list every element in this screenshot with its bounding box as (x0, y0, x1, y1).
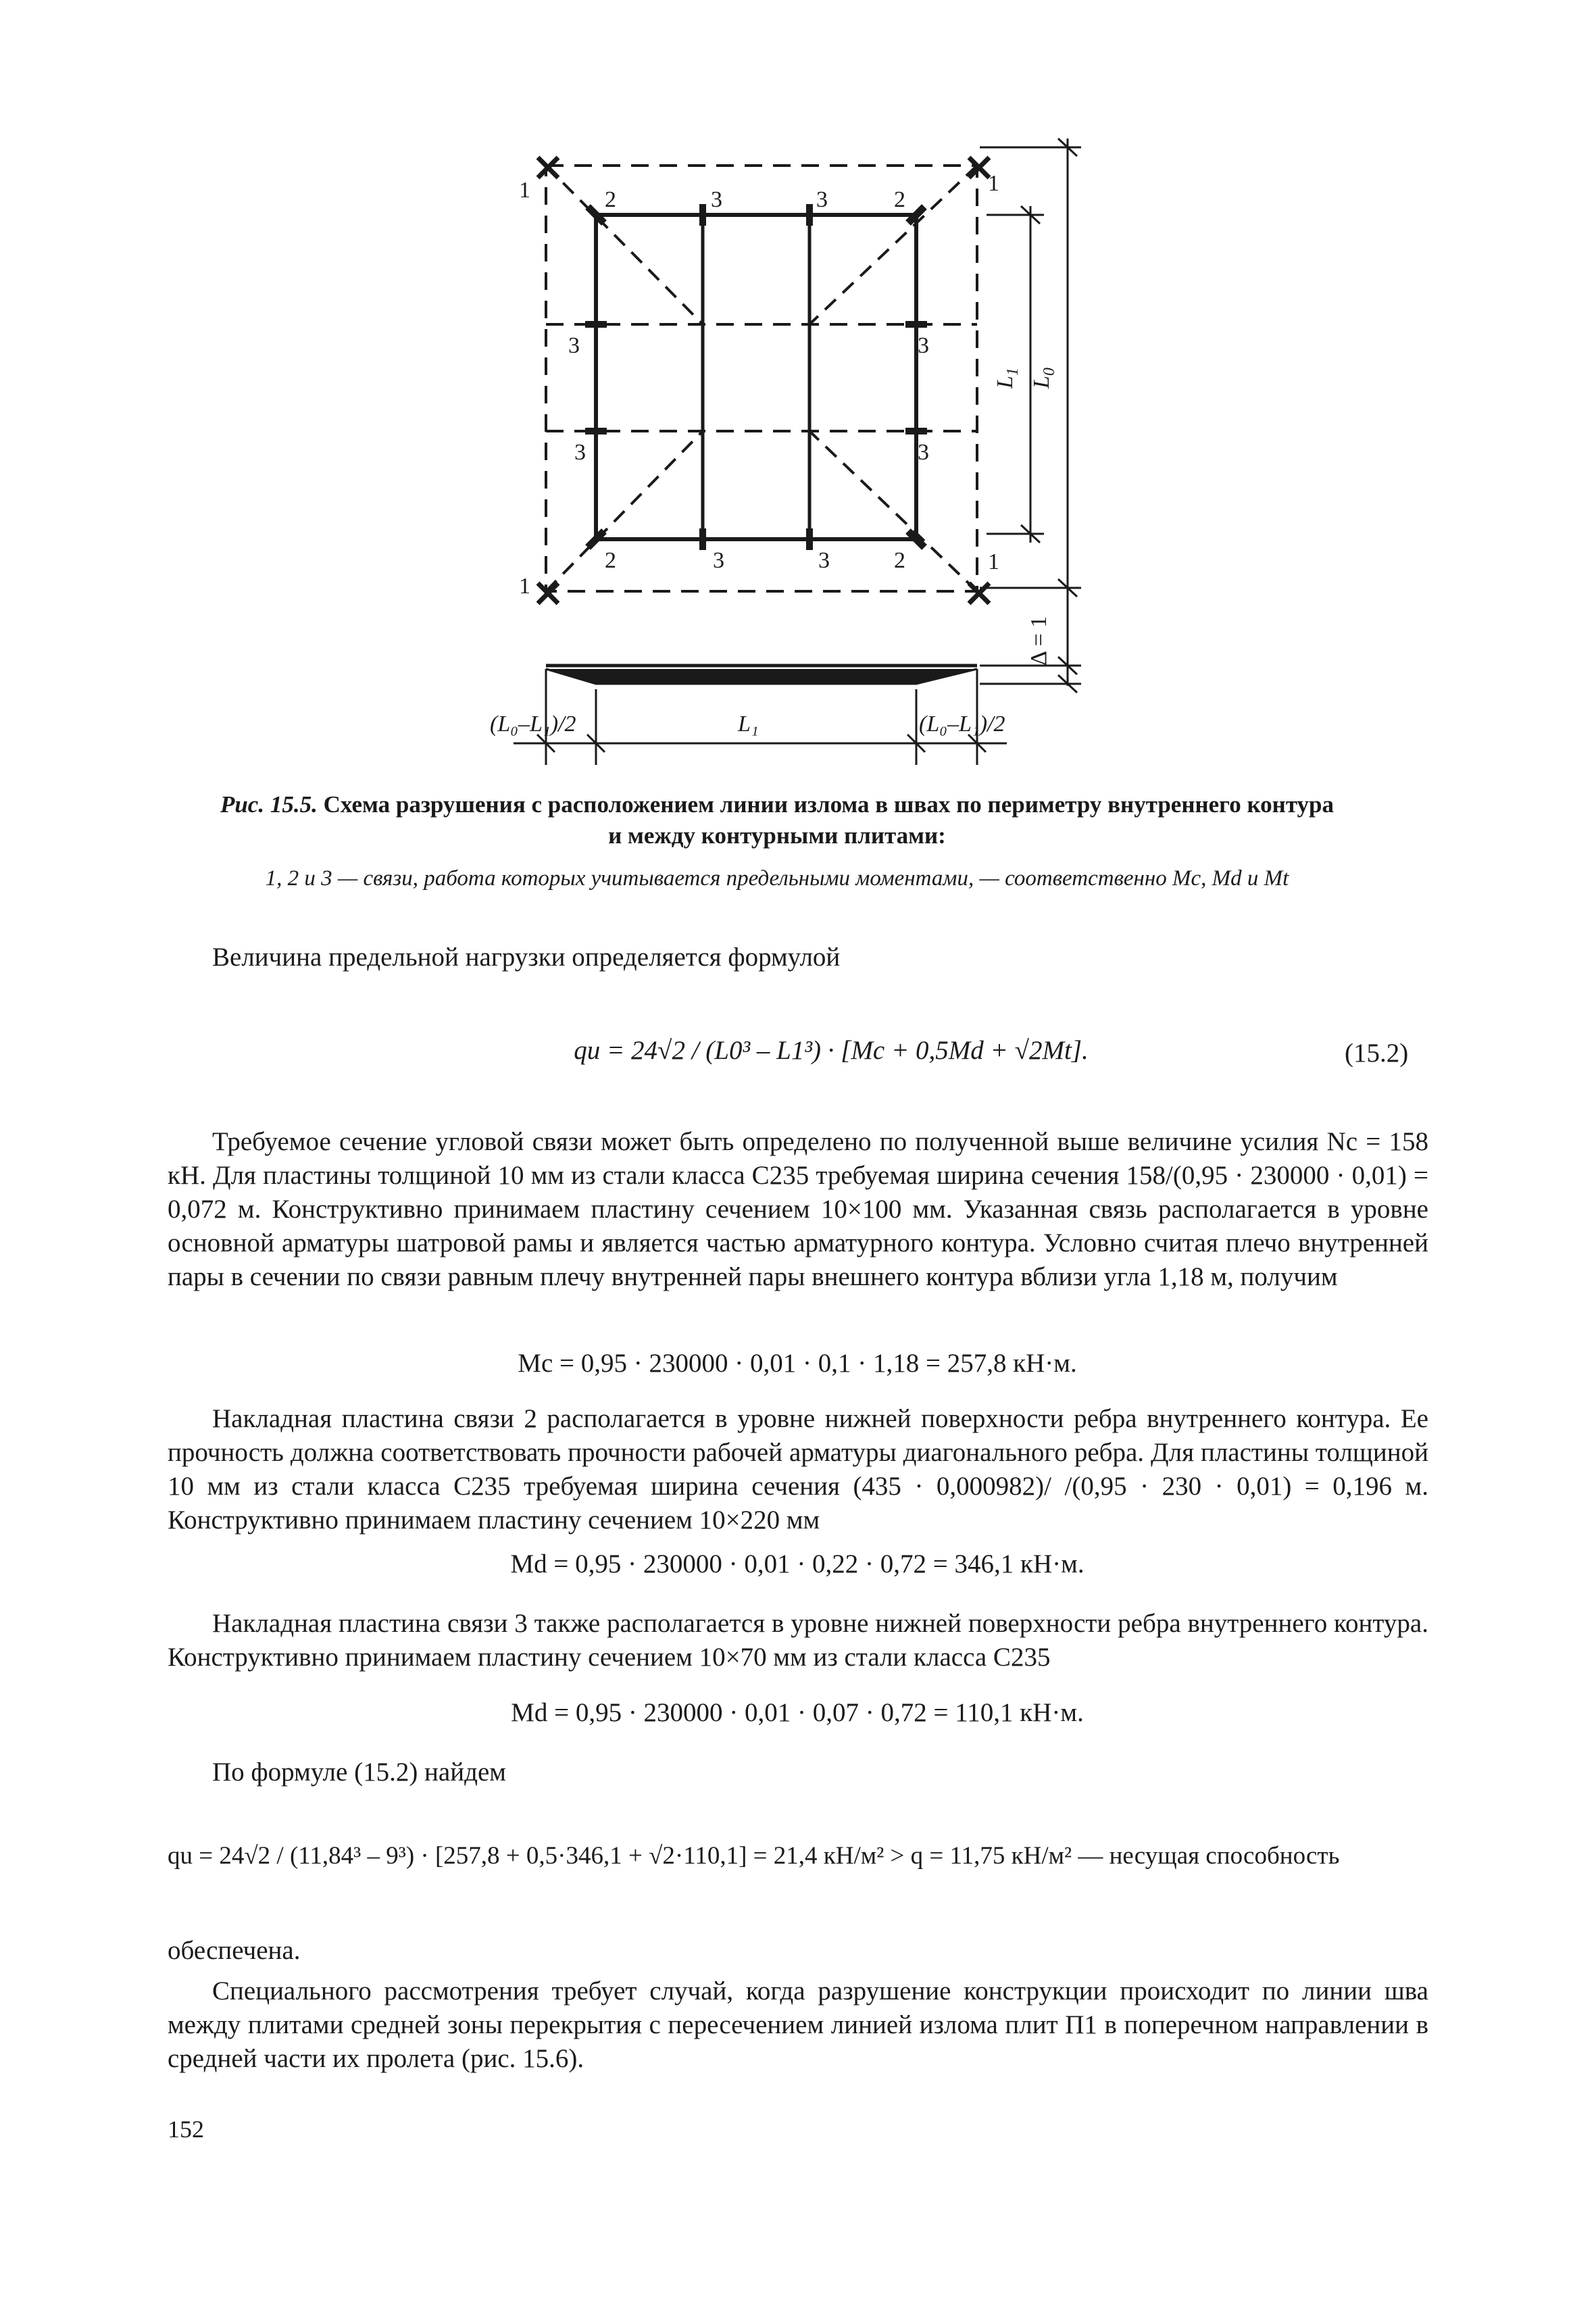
label-delta: Δ = 1 (1026, 616, 1051, 666)
paragraph-4-text: Накладная пластина связи 3 также располагается в уровне нижней поверхности ребра внутреннего контура. Конструктивно принимаем пластину сечением 10×70 мм из стали класса С235 (168, 1609, 1428, 1672)
figure-caption (169, 789, 1385, 851)
label-3-left-upper: 3 (568, 333, 580, 358)
paragraph-7 (168, 1974, 1428, 2076)
dim-right: (L₀–L₁)/2 (919, 712, 1005, 737)
caption-line-2: и между контурными плитами: (608, 822, 946, 849)
paragraph-1-text: Величина предельной нагрузки определяется формулой (212, 943, 841, 972)
label-3-bottom-left: 3 (713, 548, 724, 573)
label-3-right-upper: 3 (918, 333, 929, 358)
paragraph-7-text: Специального рассмотрения требует случай, когда разрушение конструкции происходит по линии шва между плитами средней зоны перекрытия с пересечением линией излома плит П1 в поперечном направлении в средней части их пролета (рис. 15.6). (168, 1976, 1428, 2073)
label-1-bl: 1 (519, 574, 530, 599)
dim-mid: L₁ (738, 712, 759, 737)
label-2-bl: 2 (605, 548, 616, 573)
dimension-lines-right (980, 139, 1081, 693)
label-2-br: 2 (894, 548, 905, 573)
caption-label: Рис. 15.5. (220, 791, 318, 818)
diag-br (809, 431, 977, 591)
label-3-bottom-right: 3 (818, 548, 830, 573)
label-3-left-lower: 3 (574, 440, 586, 465)
equation-md-2: Md = 0,95 · 230000 · 0,01 · 0,07 · 0,72 = 110,1 кН·м. (511, 1698, 1084, 1727)
paragraph-6: обеспечена. (168, 1936, 301, 1965)
paragraph-3 (168, 1402, 1428, 1537)
diag-bl (546, 431, 703, 591)
paragraph-5 (168, 1756, 1428, 1789)
inner-contour (596, 215, 916, 539)
page-number: 152 (168, 2116, 204, 2143)
figure-15-5 (0, 0, 1596, 784)
label-2-tr: 2 (894, 187, 905, 212)
outer-contour (546, 166, 977, 591)
equation-mc: Mc = 0,95 · 230000 · 0,01 · 0,1 · 1,18 = 257,8 кН·м. (518, 1349, 1077, 1378)
dim-left: (L₀–L₁)/2 (490, 712, 576, 737)
paragraph-4 (168, 1607, 1428, 1674)
equation-qu-numeric: qu = 24√2 / (11,84³ – 9³) · [257,8 + 0,5·346,1 + √2·110,1] = 21,4 кН/м² > q = 11,75 кН/м² — несущая способность (168, 1842, 1340, 1870)
paragraph-3-text: Накладная пластина связи 2 располагается в уровне нижней поверхности ребра внутреннего контура. Ее прочность должна соответствовать прочности рабочей арматуры диагонального ребра. Для пластины толщиной 10 мм из стали класса С235 требуемая ширина сечения (435 · 0,000982)/ /(0,95 · 230 · 0,01) = 0,196 м. Конструктивно принимаем пластину сечением 10×220 мм (168, 1404, 1428, 1535)
label-L1: $L_1$ (993, 368, 1022, 389)
label-3-right-lower: 3 (918, 440, 929, 465)
figure-legend: 1, 2 и 3 — связи, работа которых учитывается предельными моментами, — соответственно Mc, Md и Mt (265, 866, 1289, 891)
equation-15-2: qu = 24√2 / (L0³ – L1³) · [Mc + 0,5Md + √2Mt]. (574, 1036, 1089, 1065)
label-L0: $L_0$ (1029, 368, 1058, 389)
label-1-tr: 1 (988, 171, 999, 196)
caption-line-1: Схема разрушения с расположением линии излома в швах по периметру внутреннего контура (323, 791, 1335, 818)
section-view (546, 666, 977, 684)
diag-tr (809, 166, 977, 324)
diag-tl (546, 166, 703, 324)
label-3-top-left: 3 (711, 187, 722, 212)
label-1-br: 1 (988, 549, 999, 574)
label-1-tl: 1 (519, 178, 530, 203)
label-3-top-right: 3 (816, 187, 828, 212)
paragraph-1 (168, 941, 1428, 974)
equation-number: (15.2) (1345, 1039, 1409, 1068)
equation-md-1: Md = 0,95 · 230000 · 0,01 · 0,22 · 0,72 = 346,1 кН·м. (510, 1549, 1084, 1578)
label-2-tl: 2 (605, 187, 616, 212)
paragraph-5-text: По формуле (15.2) найдем (212, 1758, 506, 1787)
paragraph-2 (168, 1125, 1428, 1294)
paragraph-2-text: Требуемое сечение угловой связи может быть определено по полученной выше величине усилия Nc = 158 кН. Для пластины толщиной 10 мм из стали класса С235 требуемая ширина сечения 158/(0,95 · 230000 · 0,01) = 0,072 м. Конструктивно принимаем пластину сечением 10×100 мм. Указанная связь располагается в уровне основной арматуры шатровой рамы и является частью арматурного контура. Условно считая плечо внутренней пары в сечении по связи равным плечу внутренней пары внешнего контура вблизи угла 1,18 м, получим (168, 1127, 1428, 1291)
